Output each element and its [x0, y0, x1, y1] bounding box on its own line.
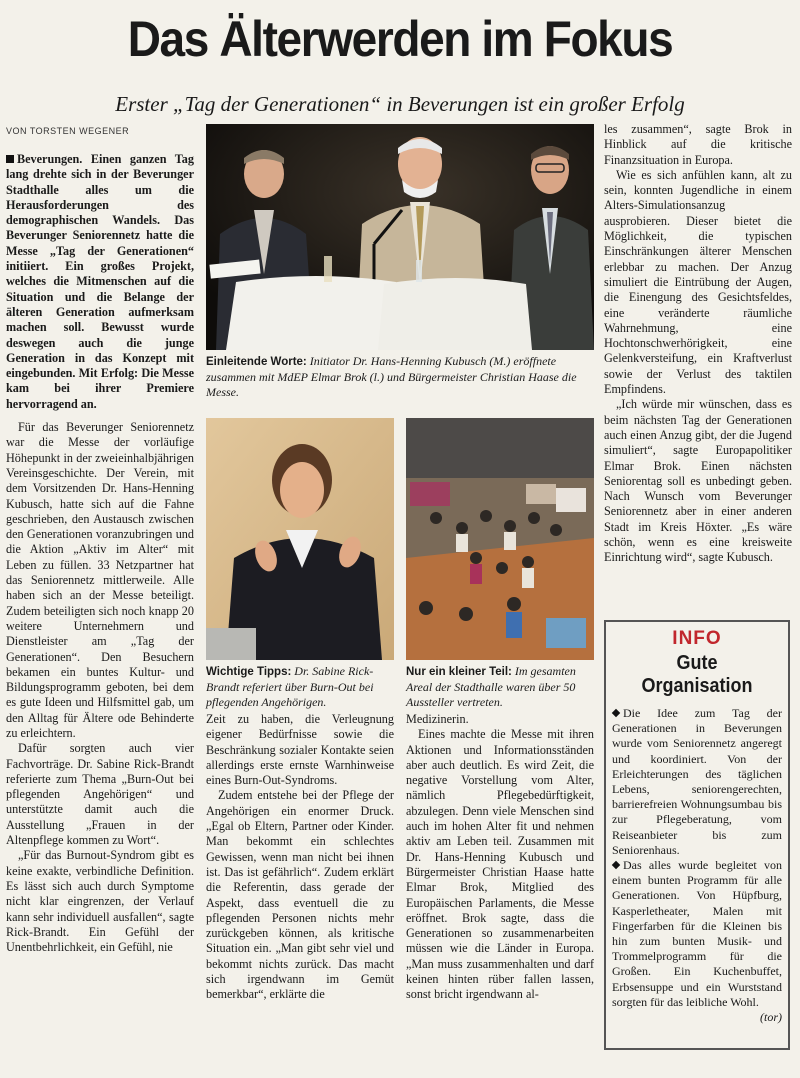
- body-paragraph: Wie es sich anfühlen kann, alt zu sein, konnten Jugendliche in einem Alters-Simulationsanzug ausprobieren. Dieser bietet die Möglichkeit, die typischen Einschränkungen älterer Menschen erlebbar zu machen. Der Anzug simuliert die Eintrübung der Augen, die Einengung des Gesichtsfeldes, eine veränderte räumliche Wahrnehmung, eine Hochtonschwerhörigkeit, eine Gelenkversteifung, ein Kraftverlust sowie der Verlust des taktilen Empfindens.: [604, 167, 792, 397]
- column-3: [406, 712, 594, 1068]
- info-label: INFO: [672, 628, 722, 649]
- bullet-diamond-icon: [612, 861, 620, 869]
- body-paragraph: Eines machte die Messe mit ihren Aktionen und Informationsständen aber auch deutlich. Es wird Zeit, die negative Vorstellung vom Alter, nämlich Pflegebedürftigkeit, abzulegen. Denn viele Menschen sind auch im hohen Alter fit und nehmen aktiv am Leben teil. Zusammen mit Dr. Hans-Henning Kubusch und Bürgermeister Christian Haase hatte Elmar Brok, Mitglied des Europäischen Parlaments, die Messe eröffnet. Brok sagte, dass die Generationen so zusammenarbeiten müssen wie die Länder in Europa. „Man muss zusammenhalten und darf keinen hinten rüber fallen lassen, sonst bricht irgendwann al-: [406, 727, 594, 1002]
- photo-exhibition-hall: [406, 418, 594, 660]
- subheadline: Erster „Tag der Generationen“ in Beverungen ist ein großer Erfolg: [115, 92, 685, 116]
- body-paragraph: Für das Beverunger Seniorennetz war die Messe der vorläufige Höhepunkt in der zweieinhalbjährigen Vereinsgeschichte. Der Verein, mit dem Vorsitzenden Dr. Hans-Henning Kubusch, hatte sich auf die Fahne geschrieben, den Austausch zwischen den Generationen voranzubringen und die Aktion „Aktiv im Alter“ mit Leben zu füllen. 33 Netzpartner hat das Seniorennetz mittlerweile. Alle haben sich an der Messe beteiligt. Zudem beteiligten sich noch knapp 20 weitere Unternehmern und Dienstleister am „Tag der Generationen“. Den Besuchern bekamen ein buntes Kultur- und Bildungsprogramm geboten, bei dem es gute Ideen und Hilfsmittel gab, um den Alltag für Ältere ode Behinderte zu erleichtern.: [6, 420, 194, 740]
- byline: VON TORSTEN WEGENER: [6, 126, 130, 136]
- body-paragraph: Zudem entstehe bei der Pflege der Angehörigen ein enormer Druck. „Egal ob Eltern, Partner oder Kinder. Man bekommt ein schlechtes Gewissen, wenn man nicht bei ihnen ist. Das ist gefährlich“. Zudem erklärt die Referentin, dass gerade der Aspekt, dass eventuell die zu pflegenden Personen nichts mehr zurückgeben können, als kritische Situation ein. „Man gibt sehr viel und bekommt nichts zurück. Das macht sich irgendwann im Gemüt bemerkbar“, erklärte die: [206, 788, 394, 1002]
- body-paragraph: „Für das Burnout-Syndrom gibt es keine exakte, verbindliche Definition. Es lässt sich auch durch Symptome nicht klar eingrenzen, der Verlauf kann sehr individuell ausfallen“, sagte Rick-Brandt. Ein Gefühl der Unentbehrlichkeit, ein Gefühl, nie: [6, 848, 194, 955]
- body-paragraph: Zeit zu haben, die Verleugnung eigener Bedürfnisse sowie die Beschränkung sozialer Kontakte seien allerdings erste ernste Warnhinweise eines Burn-Out-Syndroms.: [206, 712, 394, 788]
- info-paragraph: Das alles wurde begleitet von einem bunten Programm für alle Generationen. Von Hüpfburg, Kasperletheater, Malen mit Fingerfarben für die Kleinen bis hin zum bunten Musik- und Trommelprogramm für die Großen. Ein Kuchenbuffet, Erbsensuppe und ein Wurststand sorgten für das leibliche Wohl.: [612, 858, 782, 1009]
- lead-text: Beverungen. Einen ganzen Tag lang drehte sich in der Beverunger Stadthalle alles um die Herausforderungen des demographischen Wandels. Das Beverunger Seniorennetz hatte die Messe „Tag der Generationen“ initiiert. Ein großes Projekt, welches die Mitmenschen auf die Situation und die Belange der älteren Generation aufmerksam machen soll. Bewusst wurde deswegen auch die junge Generation in das Konzept mit eingebunden. Mit Erfolg: Die Messe kam bei ihrer Premiere hervorragend an.: [6, 152, 194, 411]
- photo-opening-speakers: [206, 124, 594, 350]
- column-2: [206, 712, 394, 1068]
- caption-photo-1: Einleitende Worte: Initiator Dr. Hans-Henning Kubusch (M.) eröffnete zusammen mit MdEP Elmar Brok (l.) und Bürgermeister Christian Haase die Messe.: [206, 354, 577, 399]
- info-paragraph: Die Idee zum Tag der Generationen in Beverungen wurde vom Seniorennetz angeregt und koordiniert. Von der Erleichterungen des täglichen Lebens, seniorengerechten, barrierefreien Wohnungsumbau bis zur Pflegeberatung, vom Reiseanbieter bis zum Seniorenhaus.: [612, 706, 782, 857]
- author-signature: (tor): [760, 1010, 782, 1025]
- body-paragraph: Medizinerin.: [406, 712, 469, 726]
- column-4: [604, 122, 792, 612]
- lead-paragraph: [6, 152, 194, 412]
- caption-photo-2: Wichtige Tipps: Dr. Sabine Rick-Brandt referiert über Burn-Out bei pflegenden Angehörigen.: [206, 664, 374, 709]
- bullet-square-icon: [6, 155, 14, 163]
- column-1: [6, 152, 194, 1072]
- body-paragraph: les zusammen“, sagte Brok in Hinblick auf die kritische Finanzsituation in Europa.: [604, 122, 792, 167]
- info-title: Gute Organisation: [641, 652, 753, 697]
- headline: Das Älterwerden im Fokus: [127, 11, 673, 67]
- info-box: [604, 620, 790, 1050]
- photo-speaker-woman: [206, 418, 394, 660]
- body-paragraph: „Ich würde mir wünschen, dass es beim nächsten Tag der Generationen auch einen Anzug gibt, der die Jugend simuliert“, sagte Europapolitiker Elmar Brok. Einen nächsten Seniorentag soll es unbedingt geben. Nach Wunsch vom Beverunger Seniorennetz aber in einer anderen Stadt im Kreis Höxter. „Es wäre schön, wenn es eine kreisweite Einrichtung wird“, sagte Kubusch.: [604, 397, 792, 565]
- body-paragraph: Dafür sorgten auch vier Fachvorträge. Dr. Sabine Rick-Brandt referierte zum Thema „Burn-Out bei pflegenden Angehörigen“ und unterstützte damit auch die Ausstellung „Frauen in der Altenpflege kommen zu Wort“.: [6, 741, 194, 848]
- info-text: [612, 706, 782, 1025]
- bullet-diamond-icon: [612, 709, 620, 717]
- caption-photo-3: Nur ein kleiner Teil: Im gesamten Areal der Stadthalle waren über 50 Aussteller vertreten.: [406, 664, 576, 709]
